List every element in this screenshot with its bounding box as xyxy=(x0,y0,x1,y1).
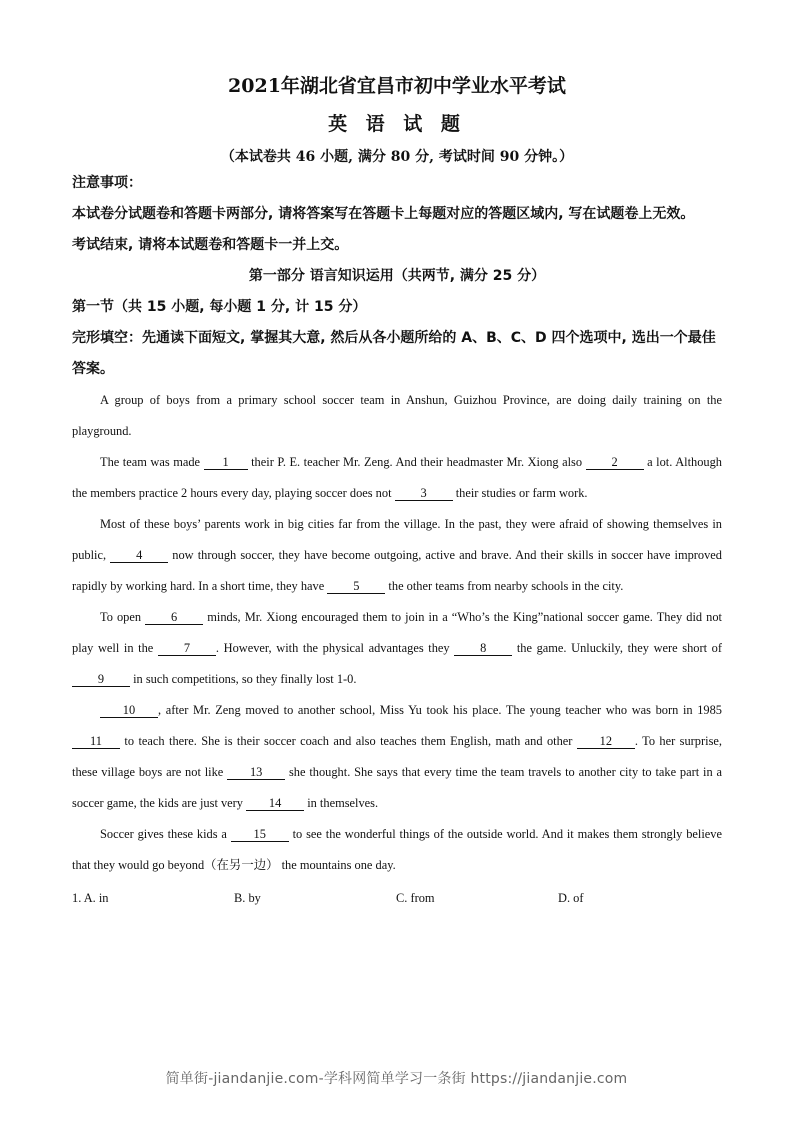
question-1-options xyxy=(72,883,722,914)
exam-info: （本试卷共 46 小题, 满分 80 分, 考试时间 90 分钟。） xyxy=(220,149,574,165)
blank-11: 11 xyxy=(72,734,120,749)
notes-line-2: 考试结束, 请将本试题卷和答题卡一并上交。 xyxy=(72,237,349,253)
blank-8: 8 xyxy=(454,641,512,656)
notes-line-1: 本试卷分试题卷和答题卡两部分, 请将答案写在答题卡上每题对应的答题区域内, 写在试题卷上无效。 xyxy=(72,206,695,222)
blank-15: 15 xyxy=(231,827,289,842)
blank-14: 14 xyxy=(246,796,304,811)
blank-3: 3 xyxy=(395,486,453,501)
blank-4: 4 xyxy=(110,548,168,563)
option-a: 1. A. in xyxy=(72,891,109,905)
option-d: D. of xyxy=(558,891,584,905)
blank-10: 10 xyxy=(100,703,158,718)
blank-6: 6 xyxy=(145,610,203,625)
subject-title: 英 语 试 题 xyxy=(328,113,466,135)
passage-paragraph-3: Most of these boys’ parents work in big cities far from the village. In the past, they were afraid of showing themselves in public, 4 now through soccer, they have become outgoing, active and brave. And their skills in soccer have improved rapidly by working hard. In a short time, they have 5 the other teams from nearby schools in the city. xyxy=(72,517,722,593)
passage-paragraph-1: A group of boys from a primary school soccer team in Anshun, Guizhou Province, are doing daily training on the playground. xyxy=(72,393,722,438)
option-b: B. by xyxy=(234,891,261,905)
page-footer-watermark: 简单街-jiandanjie.com-学科网简单学习一条街 https://jiandanjie.com xyxy=(165,1071,628,1087)
blank-5: 5 xyxy=(327,579,385,594)
blank-2: 2 xyxy=(586,455,644,470)
blank-7: 7 xyxy=(158,641,216,656)
passage-paragraph-4: To open 6 minds, Mr. Xiong encouraged them to join in a “Who’s the King”national soccer game. They did not play well in the 7 . However, with the physical advantages they 8 the game. Unluckily, they were short of 9 in such competitions, so they finally lost 1-0. xyxy=(72,610,722,686)
exam-title: 2021年湖北省宜昌市初中学业水平考试 xyxy=(228,75,566,97)
cloze-instruction: 完形填空：先通读下面短文, 掌握其大意, 然后从各小题所给的 A、B、C、D 四个选项中, 选出一个最佳答案。 xyxy=(72,330,716,377)
part1-heading: 第一部分 语言知识运用（共两节, 满分 25 分） xyxy=(248,268,546,284)
passage-paragraph-5: 10 , after Mr. Zeng moved to another school, Miss Yu took his place. The young teacher who was born in 1985 11 to teach there. She is their soccer coach and also teaches them English, math and other 12 . To her surprise, these village boys are not like 13 she thought. She says that every time the team travels to another city to take part in a soccer game, the kids are just very 14 in themselves. xyxy=(72,703,722,810)
notes-label: 注意事项： xyxy=(72,175,142,191)
option-c: C. from xyxy=(396,891,435,905)
passage-paragraph-6: Soccer gives these kids a 15 to see the wonderful things of the outside world. And it makes them strongly believe that they would go beyond（在另一边） the mountains one day. xyxy=(72,827,722,872)
blank-12: 12 xyxy=(577,734,635,749)
blank-9: 9 xyxy=(72,672,130,687)
section1-heading: 第一节（共 15 小题, 每小题 1 分, 计 15 分） xyxy=(72,299,367,315)
exam-page xyxy=(72,66,722,914)
blank-13: 13 xyxy=(227,765,285,780)
blank-1: 1 xyxy=(204,455,248,470)
passage-paragraph-2: The team was made 1 their P. E. teacher Mr. Zeng. And their headmaster Mr. Xiong also 2 a lot. Although the members practice 2 hours every day, playing soccer does not 3 their studies or farm work. xyxy=(72,455,723,500)
